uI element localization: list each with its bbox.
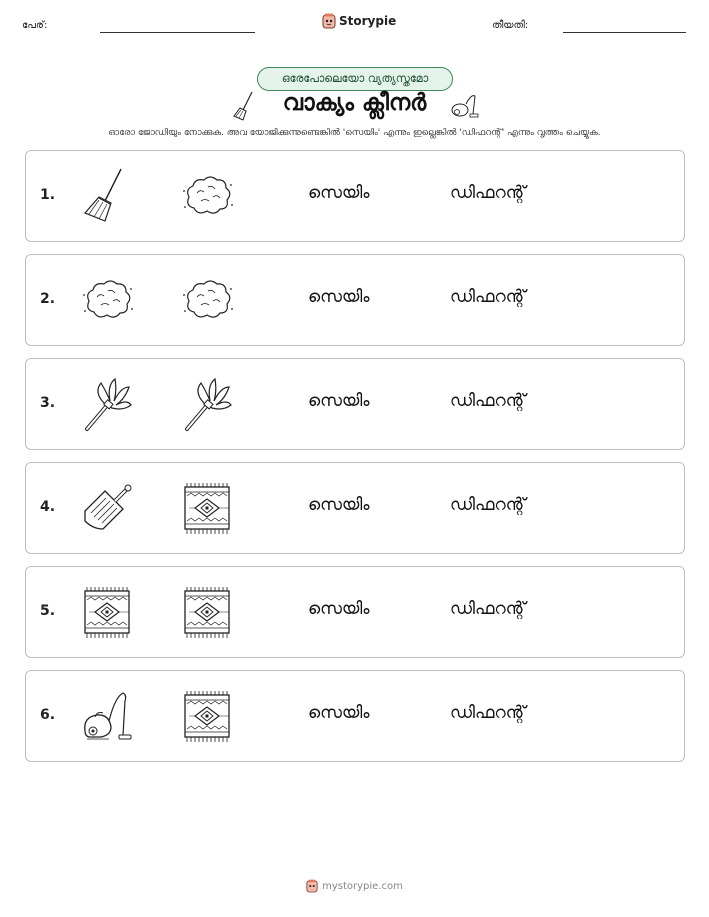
question-row-5 [25,566,685,658]
footer-website[interactable]: mystorypie.com [322,880,403,892]
rug-icon [79,583,135,641]
different-option[interactable]: ഡിഫറന്റ് [450,495,526,515]
different-option[interactable]: ഡിഫറന്റ് [450,183,526,203]
same-option[interactable]: സെയിം [308,183,370,203]
rug-icon [179,687,235,745]
same-option[interactable]: സെയിം [308,703,370,723]
question-number: 3. [40,395,56,411]
brand-logo [322,13,396,29]
instructions: ഓരോ ജോഡിയും നോക്കുക. അവ യോജിക്കുന്നുണ്ടെങ്കിൽ 'സെയിം' എന്നും ഇല്ലെങ്കിൽ 'ഡിഫറന്റ്' എന്നും വൃത്തം ചെയ്യുക. [108,128,601,138]
vacuum-cleaner-icon [79,687,135,745]
feather-duster-icon [79,375,135,433]
same-option[interactable]: സെയിം [308,287,370,307]
question-row-6 [25,670,685,762]
dust-cloud-icon [179,271,235,329]
same-option[interactable]: സെയിം [308,495,370,515]
rug-icon [179,583,235,641]
storypie-mascot-icon [306,879,318,893]
question-number: 6. [40,707,56,723]
different-option[interactable]: ഡിഫറന്റ് [450,599,526,619]
different-option[interactable]: ഡിഫറന്റ് [450,391,526,411]
storypie-mascot-icon [322,13,336,29]
question-row-3 [25,358,685,450]
dust-cloud-icon [179,167,235,225]
category-badge: ഒരേപോലെയോ വ്യത്യസ്തമോ [257,67,453,91]
question-number: 1. [40,187,56,203]
same-option[interactable]: സെയിം [308,391,370,411]
same-option[interactable]: സെയിം [308,599,370,619]
name-line[interactable] [100,32,255,33]
question-number: 2. [40,291,56,307]
broom-icon [79,167,135,225]
dustpan-icon [79,479,135,537]
question-row-1 [25,150,685,242]
rug-icon [179,479,235,537]
brand-name: Storypie [339,14,397,28]
question-row-4 [25,462,685,554]
date-label: തീയതി: [492,20,529,31]
footer [0,879,709,893]
date-line[interactable] [563,32,686,33]
different-option[interactable]: ഡിഫറന്റ് [450,287,526,307]
different-option[interactable]: ഡിഫറന്റ് [450,703,526,723]
vacuum-cleaner-icon [449,90,481,120]
worksheet-title: വാക്യം ക്ലീനർ [282,90,427,116]
dust-cloud-icon [79,271,135,329]
question-row-2 [25,254,685,346]
question-number: 5. [40,603,56,619]
name-label: പേര്: [22,20,48,31]
question-number: 4. [40,499,56,515]
feather-duster-icon [179,375,235,433]
